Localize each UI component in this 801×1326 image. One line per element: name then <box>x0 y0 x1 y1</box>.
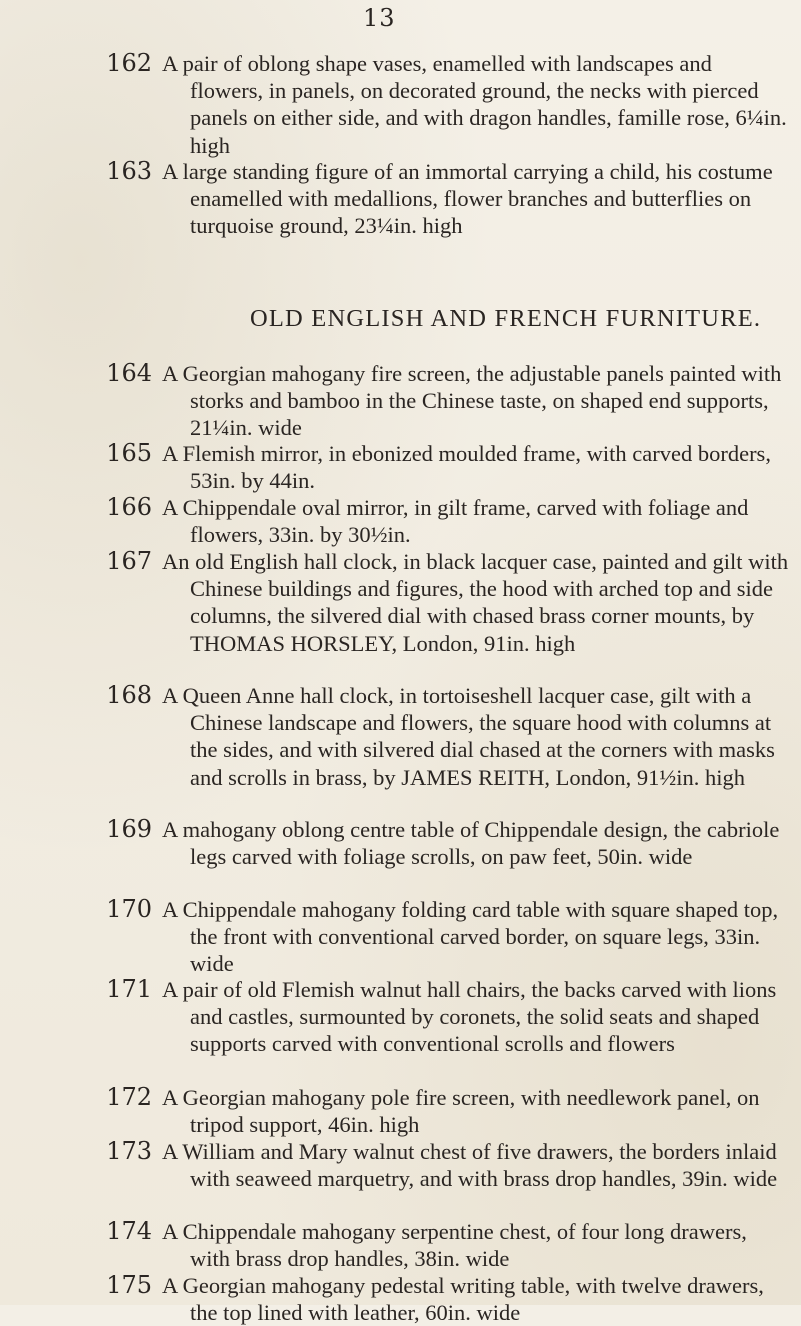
lot-description: A large standing figure of an immortal carrying a child, his costume enamelled with medallions, flower branches and butterflies on turquoise ground, 23¼in. high <box>162 159 773 239</box>
lot-number: 170 <box>106 895 152 923</box>
lot-number: 171 <box>106 975 152 1003</box>
lot-number: 165 <box>106 439 152 467</box>
lot-description: A Georgian mahogany pole fire screen, with needlework panel, on tripod support, 46in. high <box>162 1085 760 1138</box>
lot-number: 174 <box>106 1217 152 1245</box>
page-number: 13 <box>363 4 396 32</box>
lot-number: 167 <box>106 547 152 575</box>
lot-number: 162 <box>106 49 152 77</box>
lot-description: A Chippendale oval mirror, in gilt frame, carved with foliage and flowers, 33in. by 30½in. <box>162 495 749 548</box>
lot-description: A Chippendale mahogany folding card table with square shaped top, the front with conventional carved border, on square legs, 33in. wide <box>162 897 779 977</box>
lot-description: An old English hall clock, in black lacquer case, painted and gilt with Chinese buildings and figures, the hood with arched top and side columns, the silvered dial with chased brass corner mounts, by THOMAS HORSLEY, London, 91in. high <box>162 549 789 656</box>
lot-description: A Georgian mahogany pedestal writing table, with twelve drawers, the top lined with leather, 60in. wide <box>162 1273 764 1326</box>
lot-number: 172 <box>106 1083 152 1111</box>
lot-number: 166 <box>106 493 152 521</box>
lot-number: 168 <box>106 681 152 709</box>
lot-description: A mahogany oblong centre table of Chippendale design, the cabriole legs carved with foliage scrolls, on paw feet, 50in. wide <box>162 817 780 870</box>
lot-number: 163 <box>106 157 152 185</box>
lot-description: A William and Mary walnut chest of five drawers, the borders inlaid with seaweed marquetry, and with brass drop handles, 39in. wide <box>162 1139 778 1192</box>
lot-description: A pair of oblong shape vases, enamelled with landscapes and flowers, in panels, on decorated ground, the necks with pierced panels on either side, and with dragon handles, famille rose, 6¼in. high <box>162 51 787 158</box>
lot-description: A pair of old Flemish walnut hall chairs, the backs carved with lions and castles, surmounted by coronets, the solid seats and shaped supports carved with conventional scrolls and flowers <box>162 977 777 1057</box>
lot-number: 173 <box>106 1137 152 1165</box>
lot-number: 169 <box>106 815 152 843</box>
section-heading: OLD ENGLISH AND FRENCH FURNITURE. <box>250 305 762 332</box>
lot-number: 175 <box>106 1271 152 1299</box>
lot-description: A Flemish mirror, in ebonized moulded frame, with carved borders, 53in. by 44in. <box>162 441 771 494</box>
lot-description: A Chippendale mahogany serpentine chest, of four long drawers, with brass drop handles, 38in. wide <box>162 1219 747 1272</box>
lot-number: 164 <box>106 359 152 387</box>
lot-description: A Queen Anne hall clock, in tortoiseshell lacquer case, gilt with a Chinese landscape and flowers, the square hood with columns at the sides, and with silvered dial chased at the corners with masks and scrolls in brass, by JAMES REITH, London, 91½in. high <box>162 683 775 790</box>
lot-description: A Georgian mahogany fire screen, the adjustable panels painted with storks and bamboo in the Chinese taste, on shaped end supports, 21¼in. wide <box>162 361 782 441</box>
